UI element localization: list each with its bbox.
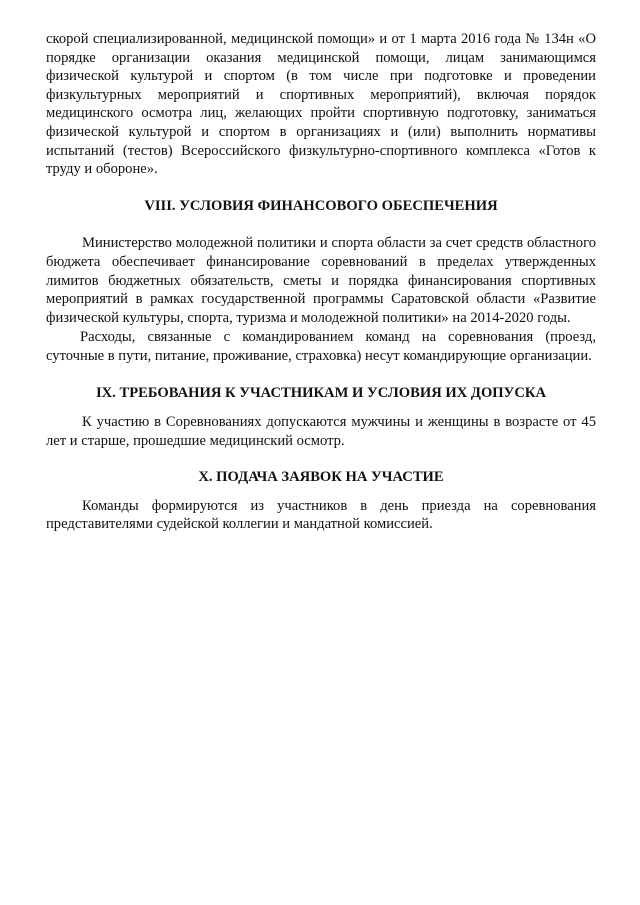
section-8-paragraph-2: Расходы, связанные с командированием команд на соревнования (проезд, суточные в пути, питание, проживание, страховка) несут командирующие организации. <box>46 329 596 364</box>
intro-paragraph: скорой специализированной, медицинской помощи» и от 1 марта 2016 года № 134н «О порядке организации оказания медицинской помощи, лицам занимающимся физической культурой и спортом (в том числе при подготовке и проведении физкультурных мероприятий и спортивных мероприятий), включая порядок медицинского осмотра лиц, желающих пройти спортивную подготовку, заниматься физической культурой и спортом в организациях и (или) выполнить нормативы испытаний (тестов) Всероссийского физкультурно-спортивного комплекса «Готов к труду и обороне». <box>46 31 596 178</box>
section-10-paragraph-1: Команды формируются из участников в день приезда на соревнования представителями судейской коллегии и мандатной комиссией. <box>46 497 596 533</box>
section-10-heading: X. ПОДАЧА ЗАЯВОК НА УЧАСТИЕ <box>198 469 444 486</box>
section-9-heading: IX. ТРЕБОВАНИЯ К УЧАСТНИКАМ И УСЛОВИЯ ИХ ДОПУСКА <box>95 384 547 401</box>
section-8-paragraph-1: Министерство молодежной политики и спорта области за счет средств областного бюджета обеспечивает финансирование соревнований в пределах утвержденных лимитов бюджетных обязательств, сметы и порядка финансирования спортивных мероприятий в рамках государственной программы Саратовской области «Развитие физической культуры, спорта, туризма и молодежной политики» на 2014-2020 годы. <box>46 235 596 326</box>
section-8-heading: VIII. УСЛОВИЯ ФИНАНСОВОГО ОБЕСПЕЧЕНИЯ <box>144 197 498 214</box>
section-9-paragraph-1: К участию в Соревнованиях допускаются мужчины и женщины в возрасте от 45 лет и старше, прошедшие медицинский осмотр. <box>46 414 596 449</box>
document-page <box>46 30 596 534</box>
